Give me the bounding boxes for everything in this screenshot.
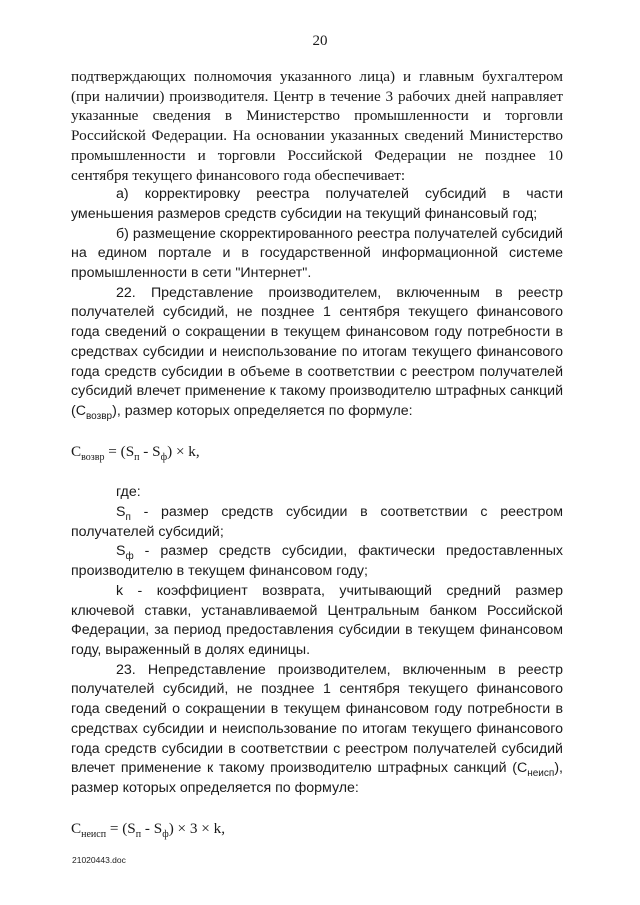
document-body — [71, 67, 563, 838]
paragraph-continuation: подтверждающих полномочия указанного лица) и главным бухгалтером (при наличии) производителя. Центр в течение 3 рабочих дней направляет указанные сведения в Министерство промышленности и торговли Российской Федерации. На основании указанных сведений Министерство промышленности и торговли Российской Федерации не позднее 10 сентября текущего финансового года обеспечивает: — [71, 68, 563, 184]
formula2-s: S — [127, 819, 136, 837]
formula2-sub-p: п — [135, 828, 142, 840]
subscript-vozvr: возвр — [85, 410, 113, 422]
formula-s2: S — [152, 442, 161, 460]
def-sn-symbol: S — [116, 504, 126, 521]
subscript-neisp: неисп — [527, 768, 555, 780]
formula-end: ) × k, — [167, 442, 200, 460]
formula2-sub-neisp: неисп — [81, 828, 107, 840]
clause-23: 23. Непредставление производителем, включенным в реестр получателей субсидий, не позднее 1 сентября текущего финансового года сведений о сокращении в текущем финансовом году потребности в средствах субсидии и неиспользование по итогам текущего финансового года средств субсидии в соответствии с реестром получателей субсидий влечет применение к такому производителю штрафных санкций $(C_{неисп})$, размер которых определяется по формуле: — [71, 661, 563, 796]
item-a: а) корректировку реестра получателей субсидий в части уменьшения размеров средств субсидии на текущий финансовый год; — [71, 186, 563, 222]
formula-sub-vozvr: возвр — [81, 451, 105, 463]
clause-22-tail: , размер которых определяется по формуле: — [116, 402, 413, 419]
clause-22: 22. Представление производителем, включенным в реестр получателей субсидий, не позднее 1 сентября текущего финансового года сведений о сокращении в текущем финансовом году потребности в средствах субсидии и неиспользование по итогам текущего финансового года средств субсидии в объеме в соответствии с реестром получателей субсидий влечет применение к такому производителю штрафных санкций $(C_{возвр})$, размер которых определяется по формуле: — [71, 284, 563, 422]
formula2-c: C — [71, 819, 82, 837]
formula-eq: = ( — [104, 442, 126, 460]
item-b: б) размещение скорректированного реестра получателей субсидий на едином портале и в государственной информационной системе промышленности в сети "Интернет". — [71, 225, 563, 282]
formula2-s2: S — [153, 819, 163, 837]
def-sf-symbol: S — [116, 543, 126, 560]
def-sn-text: - размер средств субсидии в соответствии с реестром получателей субсидий; — [71, 504, 563, 540]
formula-neisp — [71, 819, 563, 839]
file-footer: 21020443.doc — [72, 855, 126, 865]
clause-23-tail: , размер которых определяется по формуле: — [71, 760, 563, 796]
def-sf-text: - размер средств субсидии, фактически предоставленных производителю в текущем финансовом году; — [71, 543, 563, 580]
formula-sub-p: п — [134, 451, 140, 463]
def-sn-sub: п — [125, 511, 131, 523]
symbol-c-2: C — [516, 760, 528, 777]
clause-23-text: 23. Непредставление производителем, включенным в реестр получателей субсидий, не позднее 1 сентября текущего финансового года сведений о сокращении в текущем финансовом году потребности в средствах субсидии и неиспользование по итогам текущего финансового года средств субсидии в соответствии с реестром получателей субсидий влечет применение к такому производителю штрафных санкций — [71, 661, 563, 777]
symbol-c: C — [75, 402, 86, 419]
formula2-sub-f: ф — [162, 828, 169, 840]
formula-vozvr — [71, 442, 563, 462]
def-sn — [71, 503, 563, 542]
formula-s: S — [125, 442, 135, 460]
formula2-eq: = ( — [106, 819, 128, 837]
def-sf-sub: ф — [125, 551, 134, 563]
page-number: 20 — [312, 33, 328, 49]
formula2-end: ) × 3 × k, — [168, 819, 226, 837]
formula-minus: - — [139, 442, 153, 460]
formula-c: C — [71, 442, 82, 460]
formula-sub-f: ф — [160, 451, 168, 463]
where-label: где: — [116, 484, 141, 501]
def-k: k - коэффициент возврата, учитывающий средний размер ключевой ставки, устанавливаемой Центральным банком Российской Федерации, за период предоставления субсидии в текущем финансовом году, выраженный в долях единицы. — [71, 582, 563, 658]
clause-22-text: 22. Представление производителем, включенным в реестр получателей субсидий, не позднее 1 сентября текущего финансового года сведений о сокращении в текущем финансовом году потребности в средствах субсидии и неиспользование по итогам текущего финансового года средств субсидии в объеме в соответствии с реестром получателей субсидий влечет применение к такому производителю штрафных санкций — [71, 284, 563, 400]
def-sf — [71, 542, 563, 581]
formula2-minus: - — [141, 819, 154, 837]
